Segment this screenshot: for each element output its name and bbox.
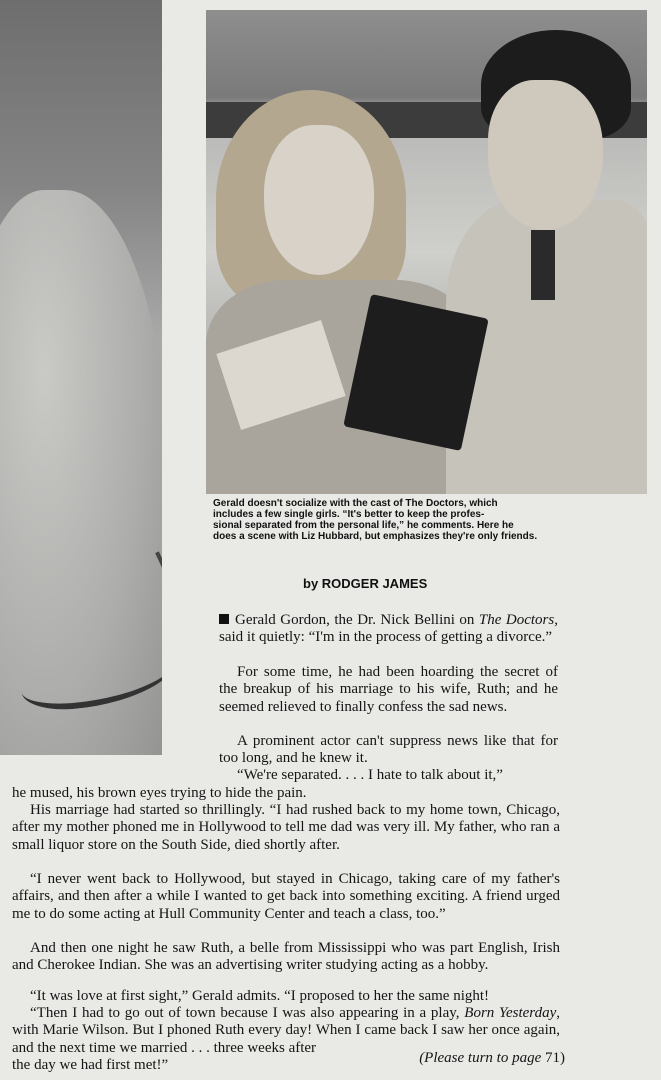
paragraph-7: And then one night he saw Ruth, a belle from Mississippi who was part English, Irish and Cherokee Indian. She was an advertising writer studying acting as a hobby. <box>12 940 560 974</box>
paragraph-8: “It was love at first sight,” Gerald admits. “I proposed to her the same night! <box>30 988 490 1004</box>
play-title: Born Yesterday <box>464 1005 557 1021</box>
continuation-page: 71 <box>545 1050 560 1066</box>
caption-line: does a scene with Liz Hubbard, but emphasizes they're only friends. <box>213 531 538 542</box>
caption-line: includes a few single girls. “It's better to keep the profes- <box>213 509 485 520</box>
photo-tie <box>531 230 555 300</box>
main-photo <box>206 10 647 494</box>
paragraph-3: A prominent actor can't suppress news like that for too long, and he knew it. <box>219 733 558 767</box>
continuation-note <box>395 1050 565 1067</box>
paragraph-9-end: the day we had first met!” <box>12 1057 169 1073</box>
paragraph-6: “I never went back to Hollywood, but stayed in Chicago, taking care of my father's affairs, and then after a while I wanted to get back into something exciting. A friend urged me to do some acting at Hull Community Center and teach a class, too.” <box>12 871 560 922</box>
byline: by RODGER JAMES <box>303 576 428 591</box>
show-title: The Doctors <box>478 612 555 628</box>
photo-woman-face <box>264 125 374 275</box>
paragraph-text: , said it quietly: “I'm in the process of getting a divorce.” <box>219 612 558 646</box>
paragraph-text: , with Marie Wilson. But I phoned Ruth every day! When I came back I saw her once again, and the next time we married . . . three weeks after <box>12 1005 560 1056</box>
photo-man-face <box>488 80 603 230</box>
continuation-text: (Please turn to page <box>419 1050 545 1066</box>
left-photo-fragment <box>0 0 162 755</box>
paragraph-text: Gerald Gordon, the Dr. Nick Bellini on <box>235 612 479 628</box>
paragraph-2: For some time, he had been hoarding the secret of the breakup of his marriage to his wife, Ruth; and he seemed relieved to finally confess the sad news. <box>219 664 558 715</box>
paragraph-5: His marriage had started so thrillingly. “I had rushed back to my home town, Chicago, after my mother phoned me in Hollywood to tell me dad was very ill. My father, who ran a small liquor store on the South Side, died shortly after. <box>12 802 560 853</box>
caption-line: Gerald doesn't socialize with the cast of The Doctors, which <box>213 498 498 509</box>
section-bullet <box>219 614 229 624</box>
caption-line: sional separated from the personal life,” he comments. Here he <box>213 520 514 531</box>
paragraph-1 <box>219 612 558 647</box>
photo-caption <box>213 498 633 542</box>
paragraph-4-end: he mused, his brown eyes trying to hide the pain. <box>12 785 307 801</box>
paragraph-text: “Then I had to go out of town because I was also appearing in a play, <box>30 1005 465 1021</box>
paragraph-4-start: “We're separated. . . . I hate to talk about it,” <box>237 767 503 783</box>
continuation-close: ) <box>560 1050 565 1066</box>
